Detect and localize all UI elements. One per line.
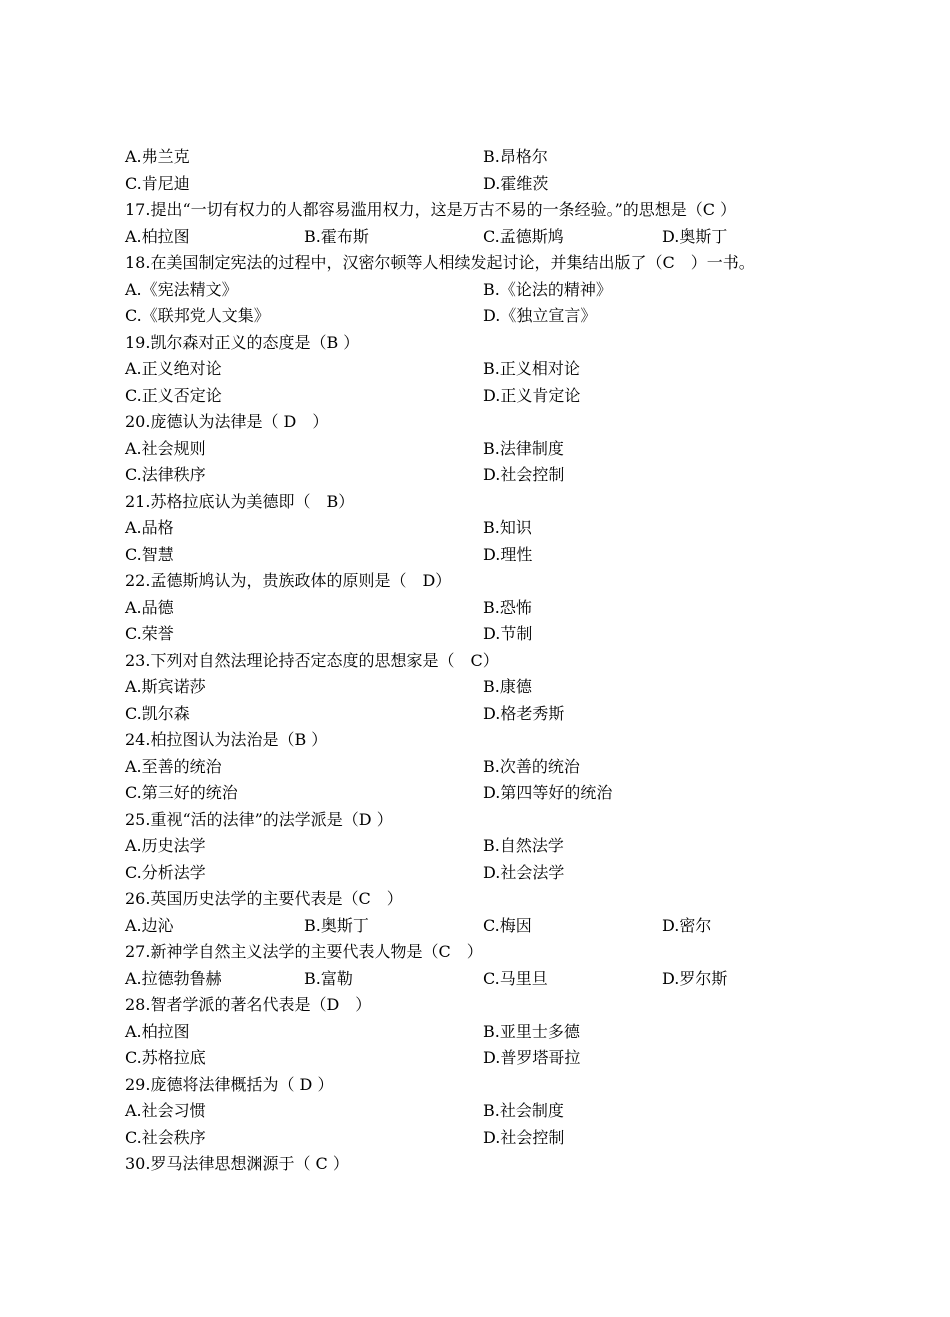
- option-a: A.社会规则: [125, 438, 206, 458]
- option-b: B.亚里士多德: [483, 1021, 580, 1041]
- question-stem: 26.英国历史法学的主要代表是（C ）: [125, 889, 403, 908]
- option-a: A.正义绝对论: [125, 359, 222, 378]
- option-b: B.次善的统治: [483, 756, 580, 776]
- option-b: D.节制: [483, 624, 533, 643]
- option-a: A.品格: [125, 518, 174, 537]
- option-a: A.历史法学: [125, 836, 206, 855]
- options-row: [125, 542, 845, 569]
- option-a: A.斯宾诺莎: [125, 677, 206, 696]
- question-stem: 21.苏格拉底认为美德即（ B）: [125, 491, 355, 511]
- question-stem: 17.提出“一切有权力的人都容易滥用权力，这是万古不易的一条经验。”的思想是（C ）: [125, 200, 737, 219]
- options-row: [125, 171, 845, 198]
- option-b: B.《论法的精神》: [483, 279, 612, 299]
- options-row: [125, 515, 845, 542]
- option-a: C.智慧: [125, 544, 174, 564]
- options-row: [125, 436, 845, 463]
- option-a: C.分析法学: [125, 862, 206, 882]
- question-stem: 22.孟德斯鸠认为，贵族政体的原则是（ D）: [125, 571, 452, 590]
- option-a: C.肯尼迪: [125, 173, 190, 193]
- option-b: D.《独立宣言》: [483, 306, 597, 325]
- option-d: D.密尔: [662, 915, 712, 935]
- option-b: D.社会控制: [483, 465, 565, 484]
- option-b: B.正义相对论: [483, 359, 580, 378]
- question-stem: 24.柏拉图认为法治是（B ）: [125, 730, 328, 749]
- option-a: C.凯尔森: [125, 703, 190, 723]
- option-a: C.正义否定论: [125, 385, 222, 405]
- option-d: D.奥斯丁: [662, 226, 728, 246]
- options-row: [125, 674, 845, 701]
- options-row: [125, 621, 845, 648]
- options-row: [125, 144, 845, 171]
- option-b: B.社会制度: [483, 1101, 564, 1120]
- options-row: [125, 1045, 845, 1072]
- question-stem: 29.庞德将法律概括为（ D ）: [125, 1074, 334, 1094]
- option-b: D.格老秀斯: [483, 703, 565, 723]
- options-row: [125, 277, 845, 304]
- options-row: [125, 754, 845, 781]
- question-stem: 30.罗马法律思想渊源于（ C ）: [125, 1154, 349, 1173]
- option-a: A.拉德勃鲁赫: [125, 968, 222, 988]
- question-stem: 25.重视“活的法律”的法学派是（D ）: [125, 809, 393, 829]
- option-b: B.法律制度: [483, 438, 564, 458]
- option-b: B.恐怖: [483, 597, 532, 617]
- options-row: [125, 356, 845, 383]
- option-b: B.奥斯丁: [304, 915, 369, 935]
- question-stem: 23.下列对自然法理论持否定态度的思想家是（ C）: [125, 650, 499, 670]
- option-c: C.孟德斯鸠: [483, 226, 564, 246]
- question-document: [125, 144, 845, 1178]
- option-b: D.理性: [483, 544, 533, 564]
- option-a: C.荣誉: [125, 624, 174, 643]
- option-d: D.罗尔斯: [662, 968, 728, 988]
- option-a: A.社会习惯: [125, 1101, 206, 1120]
- options-row: [125, 833, 845, 860]
- option-b: D.社会控制: [483, 1127, 565, 1147]
- option-b: B.知识: [483, 518, 532, 537]
- option-a: C.《联邦党人文集》: [125, 306, 270, 325]
- option-c: C.梅因: [483, 915, 532, 935]
- option-b: D.社会法学: [483, 862, 565, 882]
- options-row: [125, 595, 845, 622]
- options-row: [125, 701, 845, 728]
- question-stem: 19.凯尔森对正义的态度是（B ）: [125, 332, 360, 352]
- option-b: B.自然法学: [483, 836, 564, 855]
- option-b: D.第四等好的统治: [483, 783, 613, 802]
- options-row: [125, 1098, 845, 1125]
- options-row: [125, 383, 845, 410]
- option-a: C.法律秩序: [125, 465, 206, 484]
- option-a: A.品德: [125, 597, 174, 617]
- option-a: A.柏拉图: [125, 1021, 190, 1041]
- options-row: [125, 860, 845, 887]
- option-a: A.边沁: [125, 915, 174, 935]
- options-row: [125, 1019, 845, 1046]
- question-stem: 28.智者学派的著名代表是（D ）: [125, 995, 372, 1014]
- option-b: B.昂格尔: [483, 147, 548, 166]
- option-b: B.富勒: [304, 968, 353, 988]
- option-a: C.第三好的统治: [125, 783, 238, 802]
- options-row: [125, 1125, 845, 1152]
- option-a: A.《宪法精文》: [125, 279, 238, 299]
- question-stem: 20.庞德认为法律是（ D ）: [125, 412, 329, 431]
- option-b: B.康德: [483, 677, 532, 696]
- option-a: A.至善的统治: [125, 756, 222, 776]
- option-b: B.霍布斯: [304, 226, 369, 246]
- question-stem: 18.在美国制定宪法的过程中，汉密尔顿等人相续发起讨论，并集结出版了（C ）一书。: [125, 253, 755, 272]
- option-b: D.正义肯定论: [483, 385, 581, 405]
- option-a: C.社会秩序: [125, 1127, 206, 1147]
- options-row: [125, 780, 845, 807]
- options-row: [125, 224, 845, 251]
- options-row: [125, 462, 845, 489]
- option-a: A.柏拉图: [125, 226, 190, 246]
- option-a: C.苏格拉底: [125, 1048, 206, 1067]
- option-b: D.霍维茨: [483, 173, 549, 193]
- option-c: C.马里旦: [483, 968, 548, 988]
- option-b: D.普罗塔哥拉: [483, 1048, 581, 1067]
- options-row: [125, 966, 845, 993]
- option-a: A.弗兰克: [125, 147, 190, 166]
- question-stem: 27.新神学自然主义法学的主要代表人物是（C ）: [125, 942, 483, 961]
- options-row: [125, 303, 845, 330]
- options-row: [125, 913, 845, 940]
